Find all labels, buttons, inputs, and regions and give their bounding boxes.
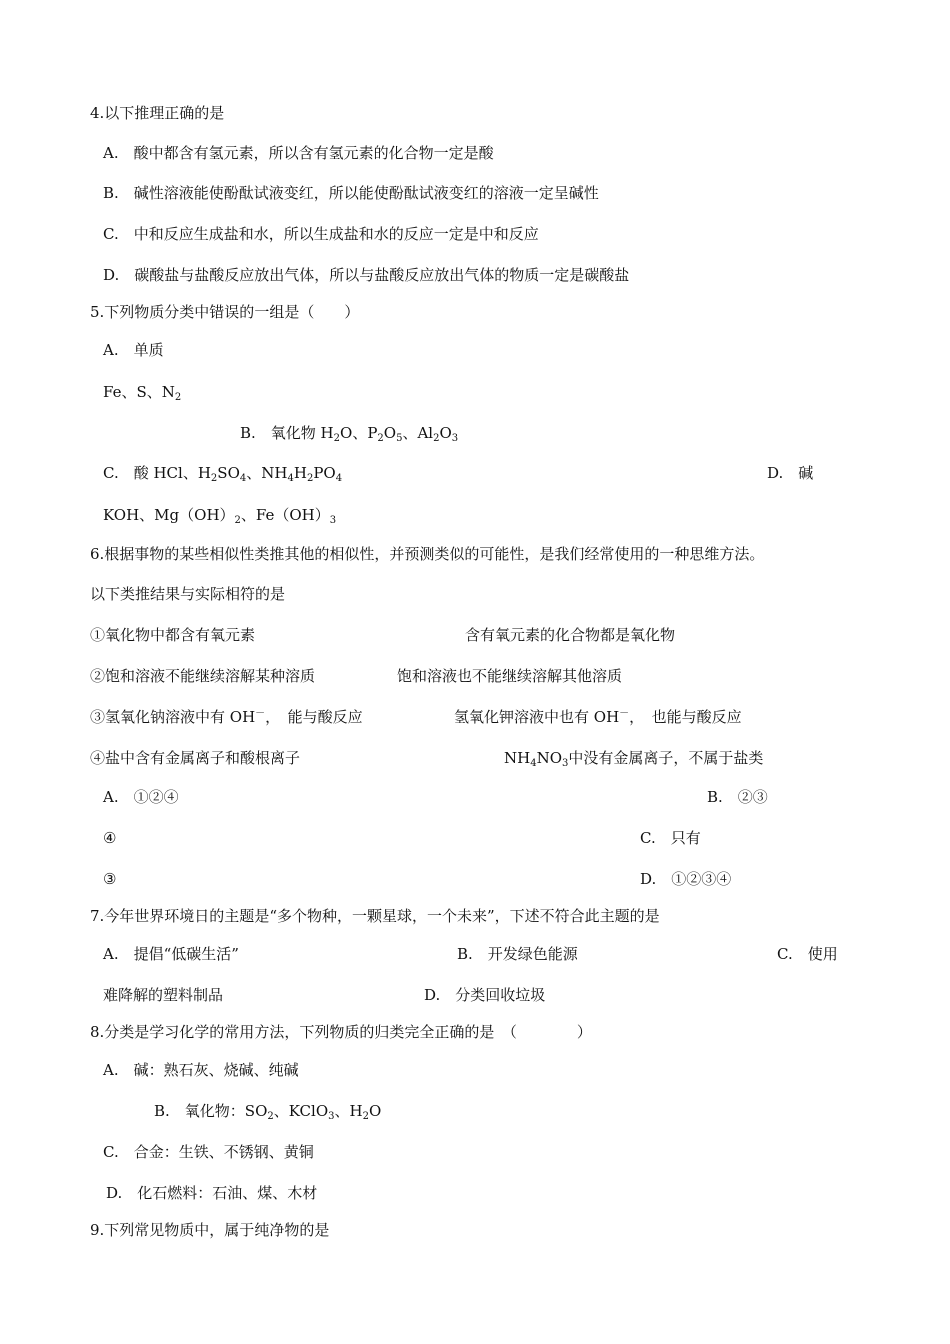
q6-option-d: D. ①②③④	[640, 870, 732, 888]
q6-stem-line1: 6.根据事物的某些相似性类推其他的相似性，并预测类似的可能性，是我们经常使用的一种思维方法。	[90, 545, 765, 563]
q5-option-d-label: D. 碱	[767, 464, 814, 482]
q8-option-a: A. 碱：熟石灰、烧碱、纯碱	[103, 1061, 299, 1079]
q6-item4-premise: ④盐中含有金属离子和酸根离子	[90, 749, 301, 767]
q5-option-a-label: A. 单质	[103, 341, 164, 359]
q4-option-b: B. 碱性溶液能使酚酞试液变红，所以能使酚酞试液变红的溶液一定呈碱性	[103, 184, 599, 202]
q5-option-a-items: Fe、S、$N_2$	[103, 383, 182, 403]
q8-option-b: B. 氧化物：$SO_2$、KClO$_3$、$H_2O$	[154, 1102, 382, 1122]
q8-option-d: D. 化石燃料：石油、煤、木材	[106, 1184, 318, 1202]
q6-option-a: A. ①②④	[103, 788, 179, 806]
q5-stem: 5.下列物质分类中错误的一组是（ ）	[90, 303, 360, 321]
q6-item2-conclusion: 饱和溶液也不能继续溶解其他溶质	[397, 667, 623, 685]
q6-item3-premise: ③氢氧化钠溶液中有 OH－， 能与酸反应	[90, 708, 363, 726]
q4-option-d: D. 碳酸盐与盐酸反应放出气体，所以与盐酸反应放出气体的物质一定是碳酸盐	[103, 266, 630, 284]
q6-stem-line2: 以下类推结果与实际相符的是	[90, 585, 286, 603]
q5-option-d-items: KOH、$Mg(OH)_2$、$Fe(OH)_3$	[103, 506, 337, 526]
q6-item1-premise: ①氧化物中都含有氧元素	[90, 626, 256, 644]
q4-option-c: C. 中和反应生成盐和水，所以生成盐和水的反应一定是中和反应	[103, 225, 539, 243]
q6-option-c-continued: ③	[103, 870, 117, 888]
q9-stem: 9.下列常见物质中，属于纯净物的是	[90, 1221, 330, 1239]
q4-stem: 4.以下推理正确的是	[90, 104, 225, 122]
q7-option-c: C. 使用	[777, 945, 838, 963]
q8-stem: 8.分类是学习化学的常用方法，下列物质的归类完全正确的是 （ ）	[90, 1023, 592, 1041]
q6-option-c: C. 只有	[640, 829, 701, 847]
q5-option-b: B. 氧化物 $H_2O$、$P_2O_5$、$Al_2O_3$	[240, 424, 459, 444]
q6-item2-premise: ②饱和溶液不能继续溶解某种溶质	[90, 667, 316, 685]
q6-item1-conclusion: 含有氧元素的化合物都是氧化物	[465, 626, 676, 644]
q4-option-a: A. 酸中都含有氢元素，所以含有氢元素的化合物一定是酸	[103, 144, 494, 162]
q6-option-b: B. ②③	[707, 788, 768, 806]
q7-option-b: B. 开发绿色能源	[457, 945, 578, 963]
q6-item3-conclusion: 氢氧化钾溶液中也有 OH－， 也能与酸反应	[454, 708, 742, 726]
q6-option-b-continued: ④	[103, 829, 117, 847]
q7-option-d: D. 分类回收垃圾	[424, 986, 546, 1004]
q7-stem: 7.今年世界环境日的主题是“多个物种，一颗星球，一个未来”，下述不符合此主题的是	[90, 907, 660, 925]
q8-option-c: C. 合金：生铁、不锈钢、黄铜	[103, 1143, 314, 1161]
q7-option-a: A. 提倡“低碳生活”	[103, 945, 239, 963]
q6-item4-conclusion: $NH_4NO_3$中没有金属离子，不属于盐类	[504, 749, 764, 769]
q5-option-c: C. 酸 HCl、$H_2SO_4$、$NH_4H_2PO_4$	[103, 464, 343, 484]
q7-option-c-continued: 难降解的塑料制品	[103, 986, 224, 1004]
